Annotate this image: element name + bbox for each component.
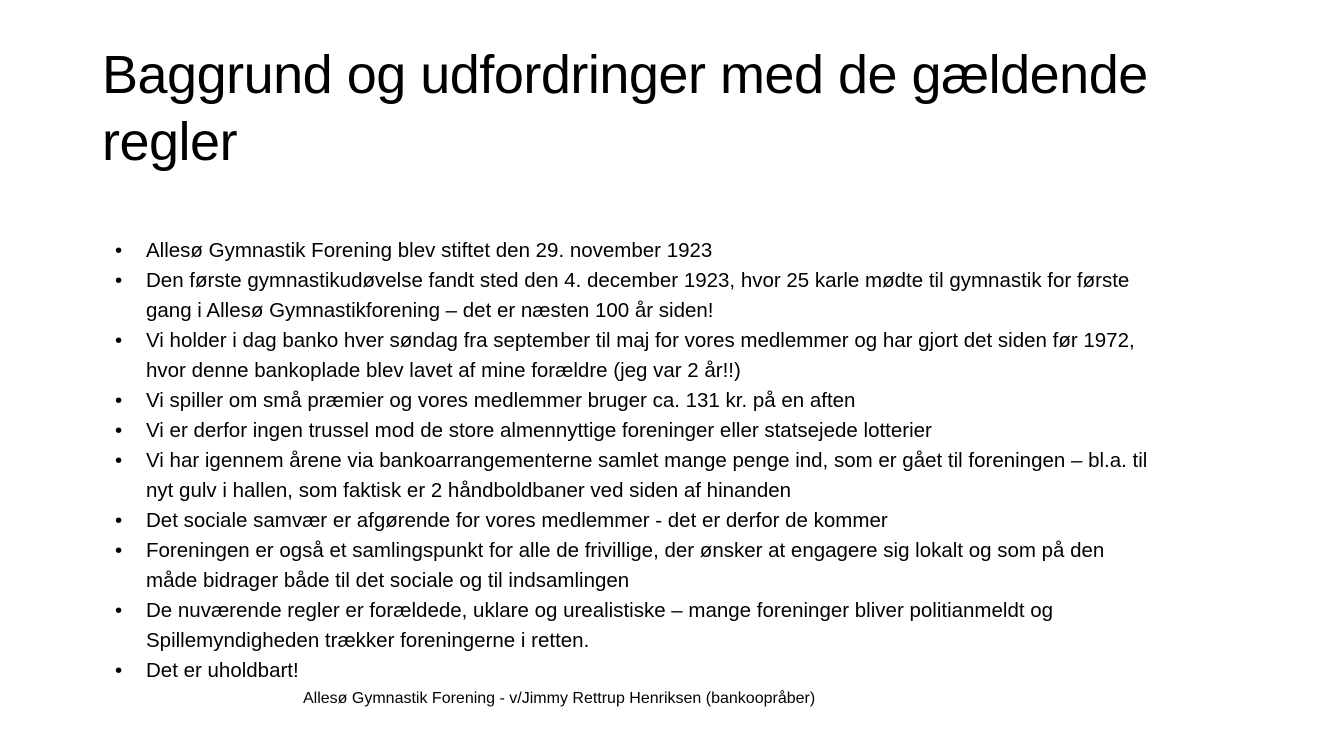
bullet-item [115,506,1155,536]
bullet-item [115,326,1155,386]
bullet-point-icon: • [115,449,123,472]
slide-title: Baggrund og udfordringer med de gældende regler [102,45,1148,172]
slide-footer: Allesø Gymnastik Forening - v/Jimmy Rettrup Henriksen (bankoopråber) [303,690,816,707]
bullet-text: Det er uholdbart! [146,659,299,682]
bullet-point-icon: • [115,659,123,682]
bullet-point-icon: • [115,509,123,532]
bullet-item [115,446,1155,506]
bullet-text: Vi har igennem årene via bankoarrangementerne samlet mange penge ind, som er gået til foreningen – bl.a. til nyt gulv i hallen, som faktisk er 2 håndboldbaner ved siden af hinanden [146,449,1148,502]
bullet-point-icon: • [115,269,123,292]
bullet-text: Vi holder i dag banko hver søndag fra september til maj for vores medlemmer og har gjort det siden før 1972, hvor denne bankoplade blev lavet af mine forældre (jeg var 2 år!!) [146,329,1135,382]
bullet-point-icon: • [115,539,123,562]
bullet-text: Det sociale samvær er afgørende for vores medlemmer - det er derfor de kommer [146,509,888,532]
bullet-item [115,236,1155,266]
bullet-text: De nuværende regler er forældede, uklare og urealistiske – mange foreninger bliver politianmeldt og Spillemyndigheden trækker foreningerne i retten. [146,599,1054,652]
bullet-point-icon: • [115,419,123,442]
bullet-text: Foreningen er også et samlingspunkt for alle de frivillige, der ønsker at engagere sig lokalt og som på den måde bidrager både til det sociale og til indsamlingen [146,539,1105,592]
bullet-list [115,236,1155,686]
bullet-item [115,266,1155,326]
bullet-item [115,656,1155,686]
bullet-item [115,536,1155,596]
bullet-text: Allesø Gymnastik Forening blev stiftet den 29. november 1923 [146,239,713,262]
bullet-text: Vi spiller om små præmier og vores medlemmer bruger ca. 131 kr. på en aften [146,389,856,412]
bullet-text: Den første gymnastikudøvelse fandt sted den 4. december 1923, hvor 25 karle mødte til gymnastik for første gang i Allesø Gymnastikforening – det er næsten 100 år siden! [146,269,1130,322]
bullet-text: Vi er derfor ingen trussel mod de store almennyttige foreninger eller statsejede lotterier [146,419,932,442]
bullet-point-icon: • [115,599,123,622]
bullet-item [115,386,1155,416]
bullet-point-icon: • [115,389,123,412]
bullet-point-icon: • [115,239,123,262]
bullet-item [115,416,1155,446]
bullet-item [115,596,1155,656]
bullet-point-icon: • [115,329,123,352]
